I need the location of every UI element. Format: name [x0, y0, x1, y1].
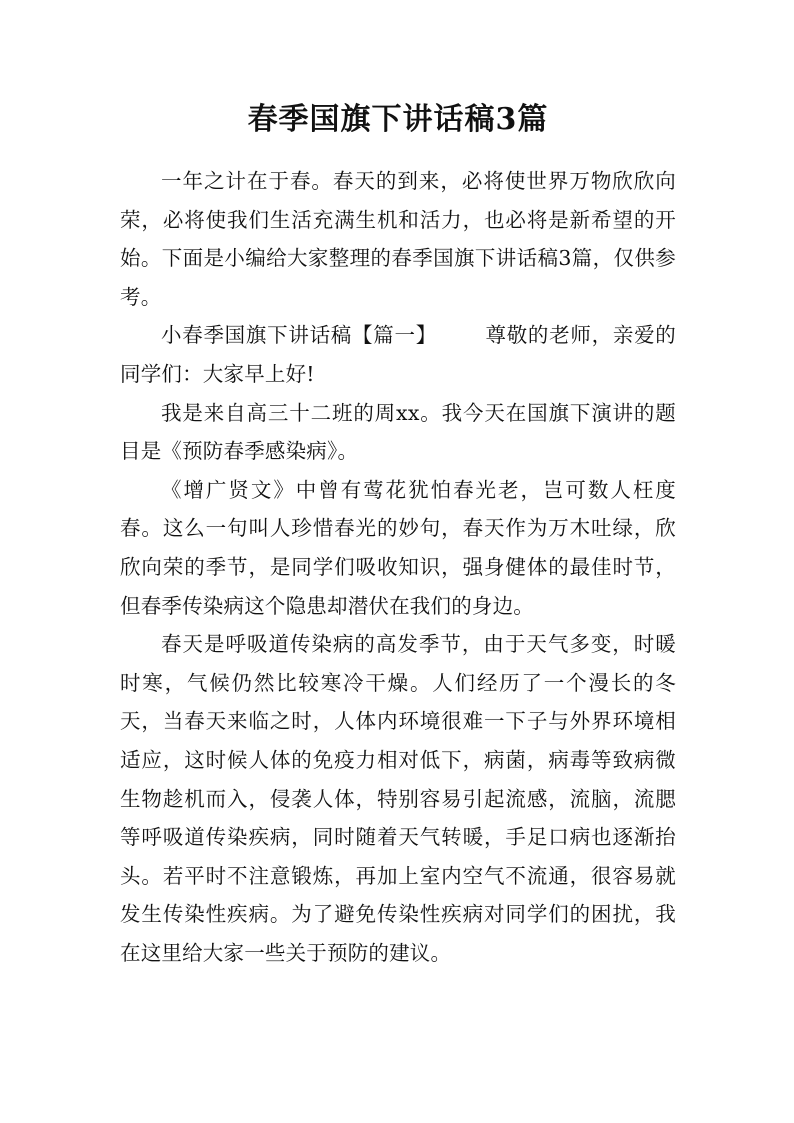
body-paragraph-2: 《增广贤文》中曾有莺花犹怕春光老，岂可数人枉度春。这么一句叫人珍惜春光的妙句，春天作为万木吐绿，欣欣向荣的季节，是同学们吸收知识，强身健体的最佳时节，但春季传染病这个隐患却潜伏在我们的身边。 — [120, 477, 676, 618]
intro-paragraph: 一年之计在于春。春天的到来，必将使世界万物欣欣向荣，必将使我们生活充满生机和活力，也必将是新希望的开始。下面是小编给大家整理的春季国旗下讲话稿3篇，仅供参考。 — [120, 169, 676, 309]
body-paragraph-3: 春天是呼吸道传染病的高发季节，由于天气多变，时暖时寒，气候仍然比较寒冷干燥。人们经历了一个漫长的冬天，当春天来临之时，人体内环境很难一下子与外界环境相适应，这时候人体的免疫力相对低下，病菌，病毒等致病微生物趁机而入，侵袭人体，特别容易引起流感，流脑，流腮等呼吸道传染疾病，同时随着天气转暖，手足口病也逐渐抬头。若平时不注意锻炼，再加上室内空气不流通，很容易就发生传染性疾病。为了避免传染性疾病对同学们的困扰，我在这里给大家一些关于预防的建议。 — [120, 632, 676, 965]
section-one-opening — [120, 316, 676, 393]
document-page — [120, 92, 676, 972]
document-title: 春季国旗下讲话稿3篇 — [247, 102, 549, 137]
body-paragraph-1: 我是来自高三十二班的周xx。我今天在国旗下演讲的题目是《预防春季感染病》。 — [120, 400, 676, 464]
section-one-heading: 小春季国旗下讲话稿【篇一】 — [161, 323, 437, 348]
greeting-text: 尊敬的老师，亲爱的同学们：大家早上好! — [120, 323, 676, 386]
